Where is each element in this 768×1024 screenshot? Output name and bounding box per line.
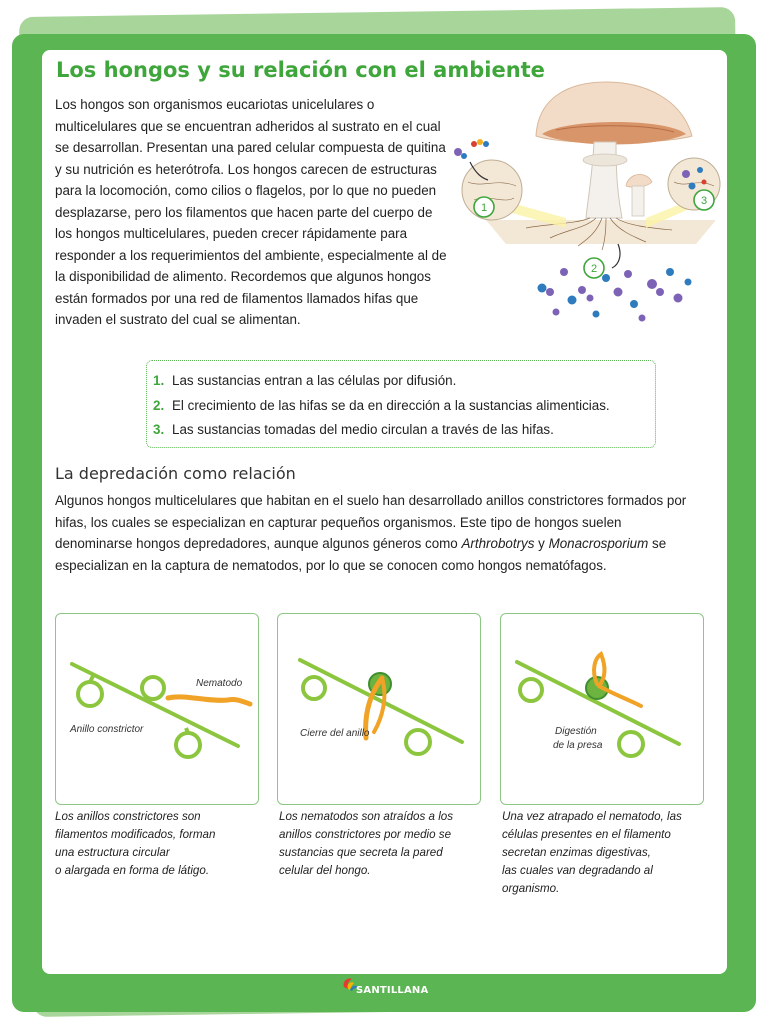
step-text: Las sustancias tomadas del medio circulan a través de las hifas.: [172, 422, 554, 437]
section-paragraph: [55, 490, 695, 576]
section-heading: La depredación como relación: [55, 464, 296, 483]
step-number: 1.: [153, 373, 165, 388]
steps-box: [146, 360, 656, 448]
step-item: [153, 394, 655, 419]
caption-panel-3: Una vez atrapado el nematodo, las células presentes en el filamento secretan enzimas digestivas, las cuales van degradando al organismo.: [502, 810, 682, 895]
mushroom-illustration: [446, 78, 730, 338]
intro-paragraph: Los hongos son organismos eucariotas unicelulares o multicelulares que se encuentran adheridos al sustrato en el cual se desarrollan. Presentan una pared celular compuesta de quitina y su nutrición es heterótrofa. Los hongos carecen de estructuras para la locomoción, como cilios o flagelos, por lo que no pueden desplazarse, pero los filamentos que hacen parte del cuerpo de los hongos multicelulares, pueden crecer rápidamente para responder a los requerimientos del ambiente, especialmente al de la disponibilidad de alimento. Recordemos que algunos hongos están formados por una red de filamentos llamados hifas que invaden el sustrato del cual se alimentan.: [55, 97, 447, 327]
page-title: Los hongos y su relación con el ambiente: [56, 58, 545, 82]
label-digestion: Digestión: [555, 726, 597, 737]
panel-cierre-anillo: [277, 613, 481, 805]
steps-list: [147, 361, 655, 443]
para-text-mid: y: [534, 536, 549, 551]
label-de-la-presa: de la presa: [553, 740, 603, 751]
hyphae-diagram-3: [501, 614, 703, 804]
label-nematodo: Nematodo: [196, 678, 243, 689]
label-cierre-anillo: Cierre del anillo: [300, 728, 370, 739]
hyphae-diagram-1: [56, 614, 258, 804]
step-text: Las sustancias entran a las células por difusión.: [172, 373, 457, 388]
step-text: El crecimiento de las hifas se da en dirección a la sustancias alimenticias.: [172, 397, 610, 413]
para-text-start: Algunos hongos multicelulares que habitan en el suelo han desarrollado anillos constrictores formados por hifas, los cuales se especializan en capturar pequeños organismos. Este tipo de hongos suelen denominarse hongos depredadores, aunque algunos géneros como: [55, 493, 687, 551]
marker-2: 2: [590, 263, 598, 275]
panel-digestion-presa: [500, 613, 704, 805]
label-anillo-constrictor: Anillo constrictor: [70, 724, 144, 735]
brand-name: SANTILLANA: [356, 985, 429, 996]
caption-panel-1: Los anillos constrictores son filamentos modificados, forman una estructura circular o alargada en forma de látigo.: [55, 810, 216, 877]
marker-3: 3: [700, 195, 708, 207]
hyphae-diagram-2: [278, 614, 480, 804]
genus-monacrosporium: Monacrosporium: [548, 536, 649, 551]
step-item: [153, 418, 655, 443]
step-number: 2.: [153, 397, 165, 413]
caption-panel-2: Los nematodos son atraídos a los anillos constrictores por medio se sustancias que secreta la pared celular del hongo.: [279, 810, 454, 877]
para-text-end: se especializan en la captura de nematodos, por lo que se conocen como hongos nematófagos.: [55, 536, 667, 573]
panel-anillo-constrictor: [55, 613, 259, 805]
step-item: [153, 369, 655, 394]
genus-arthrobotrys: Arthrobotrys: [461, 536, 535, 551]
marker-1: 1: [480, 202, 488, 214]
step-number: 3.: [153, 422, 165, 437]
